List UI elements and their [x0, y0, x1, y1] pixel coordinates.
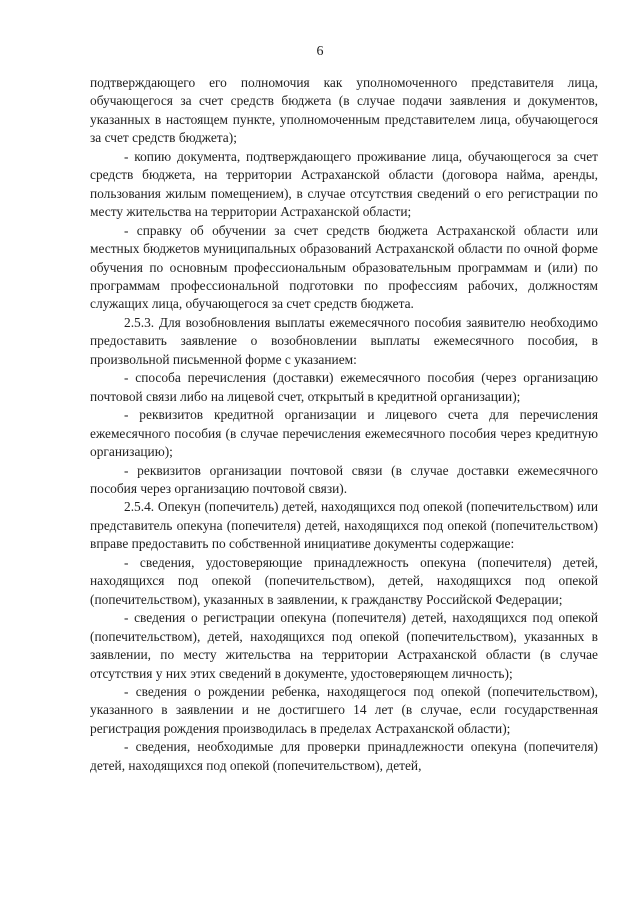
paragraph: 2.5.3. Для возобновления выплаты ежемесячного пособия заявителю необходимо предоставить заявление о возобновлении выплаты ежемесячного пособия, в произвольной письменной форме с указанием: — [90, 314, 598, 367]
paragraph: - сведения, удостоверяющие принадлежность опекуна (попечителя) детей, находящихся под опекой (попечительством), детей, находящихся под опекой (попечительством), указанных в заявлении, к гражданству Российской Федерации; — [90, 554, 598, 607]
paragraph: - справку об обучении за счет средств бюджета Астраханской области или местных бюджетов муниципальных образований Астраханской области по очной форме обучения по основным профессиональным образовательным программам и (или) по программам профессиональной подготовки по профессиям рабочих, должностям служащих лица, обучающегося за счет средств бюджета. — [90, 222, 598, 312]
page-number: 6 — [316, 44, 324, 59]
paragraph: - сведения, необходимые для проверки принадлежности опекуна (попечителя) детей, находящихся под опекой (попечительством), детей, — [90, 739, 598, 773]
paragraph: - способа перечисления (доставки) ежемесячного пособия (через организацию почтовой связи либо на лицевой счет, открытый в кредитной организации); — [90, 370, 598, 404]
paragraph: - сведения о регистрации опекуна (попечителя) детей, находящихся под опекой (попечительством), детей, находящихся под опекой (попечительством), указанных в заявлении, по месту жительства на территории Астраханской области (в случае отсутствия у них этих сведений в документе, удостоверяющем личность); — [90, 610, 598, 681]
paragraph: - реквизитов организации почтовой связи (в случае доставки ежемесячного пособия через организацию почтовой связи). — [90, 462, 598, 496]
paragraph: подтверждающего его полномочия как уполномоченного представителя лица, обучающегося за счет средств бюджета (в случае подачи заявления и документов, указанных в настоящем пункте, уполномоченным представителем лица, обучающегося за счет средств бюджета); — [90, 75, 598, 146]
document-body — [90, 74, 598, 775]
paragraph: - сведения о рождении ребенка, находящегося под опекой (попечительством), указанного в заявлении и не достигшего 14 лет (в случае, если государственная регистрация рождения производилась в пределах Астраханской области); — [90, 683, 598, 736]
paragraph: - копию документа, подтверждающего проживание лица, обучающегося за счет средств бюджета, на территории Астраханской области (договора найма, аренды, пользования жилым помещением), в случае отсутствия сведений о его регистрации по месту жительства на территории Астраханской области; — [90, 148, 598, 220]
paragraph: - реквизитов кредитной организации и лицевого счета для перечисления ежемесячного пособия (в случае перечисления ежемесячного пособия через кредитную организацию); — [90, 407, 598, 460]
paragraph: 2.5.4. Опекун (попечитель) детей, находящихся под опекой (попечительством) или представитель опекуна (попечителя) детей, находящихся под опекой (попечительством) вправе предоставить по собственной инициативе документы содержащие: — [90, 499, 598, 552]
